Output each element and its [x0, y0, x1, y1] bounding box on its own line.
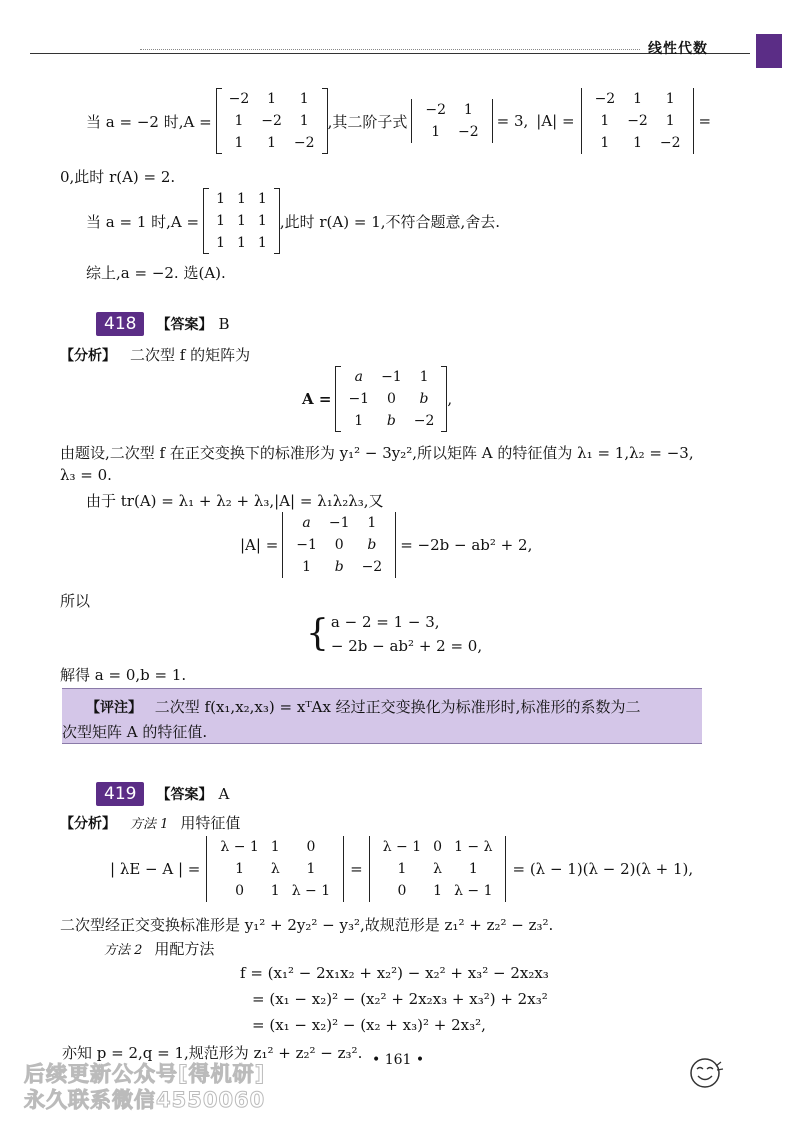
q419-conclusion: 亦知 p = 2,q = 1,规范形为 z₁² + z₂² − z₃².	[62, 1044, 363, 1062]
matrix-cell: 1	[237, 191, 246, 207]
matrix-row	[210, 210, 273, 232]
matrix-cell: 1	[257, 235, 267, 251]
q418-answer-label: 【答案】	[156, 317, 213, 333]
matrix-cell: −2	[425, 102, 446, 118]
q419-det-line	[110, 836, 693, 902]
matA2	[589, 88, 687, 154]
matrix-cell: λ	[270, 861, 280, 877]
q418-matA-end: ,	[447, 390, 453, 408]
matrix-cell: b	[334, 559, 344, 575]
matrix-cell: 1	[600, 135, 610, 151]
q418-det-label: |A| =	[240, 536, 279, 554]
matrix-cell: 1	[270, 839, 280, 855]
q419-answer: A	[218, 785, 230, 803]
matrix-cell: 0	[386, 391, 396, 407]
matrix-row	[214, 880, 336, 902]
matrix-cell: 1	[237, 235, 246, 251]
matrix-cell: −1	[328, 515, 350, 531]
matrix-cell: 1	[299, 113, 309, 129]
q419-det1	[206, 836, 344, 902]
q418-analysis-label: 【分析】	[60, 347, 116, 364]
matrix-cell: λ − 1	[454, 883, 493, 899]
matrix-row	[419, 121, 484, 143]
matrix-cell: 1	[234, 135, 244, 151]
p417-line4: 综上,a = −2. 选(A).	[86, 264, 226, 282]
matrix-row	[214, 836, 336, 858]
matrix-cell: b	[419, 391, 429, 407]
matrix-cell: −1	[296, 537, 317, 553]
q418-matrix-a	[335, 366, 447, 432]
matrix-cell: 0	[397, 883, 407, 899]
matrix-cell: −2	[293, 135, 315, 151]
p417-matrix-a	[216, 88, 328, 154]
p417-line3-suffix: ,此时 r(A) = 1,不符合题意,舍去.	[279, 212, 501, 231]
q418-matrix-line	[302, 366, 452, 432]
q419-det-label: | λE − A | =	[110, 860, 201, 878]
matrix-cell: 1 − λ	[454, 839, 493, 855]
matrix-cell: λ − 1	[382, 839, 422, 855]
matrix-cell: 1	[270, 883, 280, 899]
matrix-cell: 1	[302, 559, 312, 575]
matrix-cell: 1	[216, 235, 225, 251]
q419-answer-label: 【答案】	[156, 787, 213, 803]
q419-method2-text: 用配方法	[154, 940, 215, 958]
matrix-cell: 1	[216, 191, 225, 207]
q419-f3: = (x₁ − x₂)² − (x₂ + x₃)² + 2x₃²,	[252, 1016, 486, 1034]
header-rule	[30, 53, 750, 54]
matrix-row	[214, 858, 336, 880]
matrix-cell: −2	[659, 135, 681, 151]
system-equations	[331, 610, 482, 658]
q418-sys1: a − 2 = 1 − 3,	[330, 613, 440, 631]
matrix-cell: λ − 1	[291, 883, 331, 899]
matrix-cell: λ − 1	[220, 839, 259, 855]
q419-number-badge: 419	[96, 782, 144, 806]
note-line1	[86, 695, 692, 720]
p417-end: =	[698, 112, 712, 130]
matOnes	[210, 188, 273, 254]
header-title: 线性代数	[648, 41, 708, 57]
q419-method2: 方法 2	[104, 943, 143, 958]
p417-line1	[86, 88, 711, 154]
matrix-cell: b	[386, 413, 396, 429]
matrix-cell: 1	[419, 369, 429, 385]
matrix-cell: 1	[267, 135, 277, 151]
note-label: 【评注】	[86, 700, 142, 716]
p417-matrix-ones	[203, 188, 280, 254]
q419-f1: f = (x₁² − 2x₁x₂ + x₂²) − x₂² + x₃² − 2x₂x₃	[240, 964, 549, 982]
matrix-cell: a	[354, 369, 363, 385]
p417-detA-label: |A| =	[536, 112, 575, 130]
q418-header	[96, 312, 229, 336]
matrix-cell: 1	[665, 91, 675, 107]
matrix-row	[377, 858, 499, 880]
matrix-cell: 1	[468, 861, 478, 877]
q419-method1: 方法 1	[130, 817, 169, 832]
matrix-row	[377, 836, 499, 858]
q418-text2: λ₃ = 0.	[60, 466, 112, 484]
matrix-cell: −1	[381, 369, 402, 385]
q418-solve: 解得 a = 0,b = 1.	[60, 666, 187, 684]
q418matA	[342, 366, 440, 432]
matrix-cell: 1	[216, 213, 225, 229]
q419det2	[377, 836, 499, 902]
q419-analysis	[60, 812, 240, 833]
matrix-cell: −2	[361, 559, 383, 575]
matrix-cell: −2	[627, 113, 648, 129]
system-brace: {	[306, 613, 329, 654]
matrix-cell: 1	[431, 124, 441, 140]
matrix-cell: 1	[235, 861, 245, 877]
matrix-row	[419, 99, 484, 121]
matrix-row	[290, 512, 388, 534]
matrix-cell: 1	[633, 135, 642, 151]
matrix-cell: b	[367, 537, 377, 553]
q419-det2	[369, 836, 507, 902]
matrix-row	[290, 534, 388, 556]
matrix-cell: 1	[267, 91, 277, 107]
matrix-cell: −2	[261, 113, 282, 129]
matrix-cell: 1	[306, 861, 316, 877]
matrix-row	[210, 232, 273, 254]
q419-text1: 二次型经正交变换标准形是 y₁² + 2y₂² − y₃²,故规范形是 z₁² + z₂² − z₃².	[60, 916, 554, 934]
q419-eq: =	[350, 860, 363, 878]
q418-system	[306, 610, 482, 658]
matrix-cell: 1	[257, 191, 267, 207]
page-number: • 161 •	[372, 1052, 425, 1068]
p417-prefix: 当 a = −2 时,A =	[86, 112, 212, 131]
matrix-cell: 1	[665, 113, 675, 129]
matrix-cell: a	[302, 515, 311, 531]
q418-number-badge: 418	[96, 312, 144, 336]
p417-eq3: = 3,	[496, 112, 529, 130]
watermark-line2: 永久联系微信4550060	[24, 1088, 266, 1112]
matrix-cell: 1	[354, 413, 364, 429]
matrix-cell: 1	[433, 883, 443, 899]
matrix-cell: 0	[334, 537, 344, 553]
q418-so: 所以	[60, 592, 91, 610]
matrix-cell: 1	[257, 213, 267, 229]
matrix-cell: −1	[348, 391, 370, 407]
matrix-row	[290, 556, 388, 578]
matrix-row	[342, 410, 440, 432]
matrix-cell: −2	[457, 124, 479, 140]
header-dots	[140, 49, 640, 50]
matrix-row	[342, 388, 440, 410]
p417-line3	[86, 188, 500, 254]
matrix-cell: −2	[413, 413, 435, 429]
p417-line3-prefix: 当 a = 1 时,A =	[86, 212, 200, 231]
q418-sys2: − 2b − ab² + 2 = 0,	[330, 637, 483, 655]
matrix-cell: 1	[367, 515, 377, 531]
p417-minor-text: ,其二阶子式	[327, 112, 408, 131]
matrix-row	[210, 188, 273, 210]
q419det1	[214, 836, 336, 902]
matrix-row	[223, 132, 321, 154]
header-color-block	[756, 34, 782, 68]
q418-matA-label: A =	[302, 390, 332, 408]
matrix-cell: 0	[306, 839, 316, 855]
smiley-icon	[688, 1056, 726, 1090]
q418-text1: 由题设,二次型 f 在正交变换下的标准形为 y₁² − 3y₂²,所以矩阵 A 的特征值为 λ₁ = 1,λ₂ = −3,	[60, 444, 694, 462]
matrix-cell: λ	[433, 861, 443, 877]
matA	[223, 88, 321, 154]
p417-detA	[581, 88, 695, 154]
q418-det-line	[240, 512, 532, 578]
matrix-row	[589, 110, 687, 132]
matrix-cell: 1	[397, 861, 407, 877]
q419-method1-text: 用特征值	[180, 814, 241, 832]
q419-f2: = (x₁ − x₂)² − (x₂² + 2x₂x₃ + x₃²) + 2x₃²	[252, 990, 548, 1008]
matrix-row	[589, 132, 687, 154]
matrix-row	[589, 88, 687, 110]
q418-analysis-text: 二次型 f 的矩阵为	[130, 346, 251, 364]
q418-note-box	[62, 688, 702, 744]
p417-minor	[411, 99, 492, 143]
matrix-row	[223, 110, 321, 132]
matrix-row	[342, 366, 440, 388]
matrix-cell: 1	[237, 213, 246, 229]
q418-answer: B	[218, 315, 230, 333]
q418-det	[282, 512, 396, 578]
note-line1-text: 二次型 f(x₁,x₂,x₃) = xᵀAx 经过正交变换化为标准形时,标准形的系数为二	[154, 698, 641, 716]
matrix-row	[377, 880, 499, 902]
matrix-cell: 1	[299, 91, 309, 107]
q419-header	[96, 782, 229, 806]
matrix-row	[223, 88, 321, 110]
q418det	[290, 512, 388, 578]
matrix-cell: 1	[600, 113, 610, 129]
watermark-line1: 后续更新公众号[得机研]	[24, 1062, 266, 1086]
matrix-cell: 1	[234, 113, 244, 129]
matrix-cell: −2	[594, 91, 616, 107]
matrix-cell: 0	[433, 839, 443, 855]
note-line2: 次型矩阵 A 的特征值.	[62, 723, 208, 741]
matrix-cell: 1	[463, 102, 473, 118]
q418-det-result: = −2b − ab² + 2,	[400, 536, 533, 554]
matrix-cell: −2	[228, 91, 250, 107]
matrix-cell: 0	[235, 883, 245, 899]
q418-text3: 由于 tr(A) = λ₁ + λ₂ + λ₃,|A| = λ₁λ₂λ₃,又	[86, 492, 384, 510]
q419-analysis-label: 【分析】	[60, 815, 116, 832]
q418-analysis	[60, 344, 250, 365]
minor	[419, 99, 484, 143]
q419-det-result: = (λ − 1)(λ − 2)(λ + 1),	[512, 860, 694, 878]
matrix-cell: 1	[633, 91, 642, 107]
p417-line2: 0,此时 r(A) = 2.	[60, 168, 176, 186]
q419-method2-line	[104, 938, 214, 959]
